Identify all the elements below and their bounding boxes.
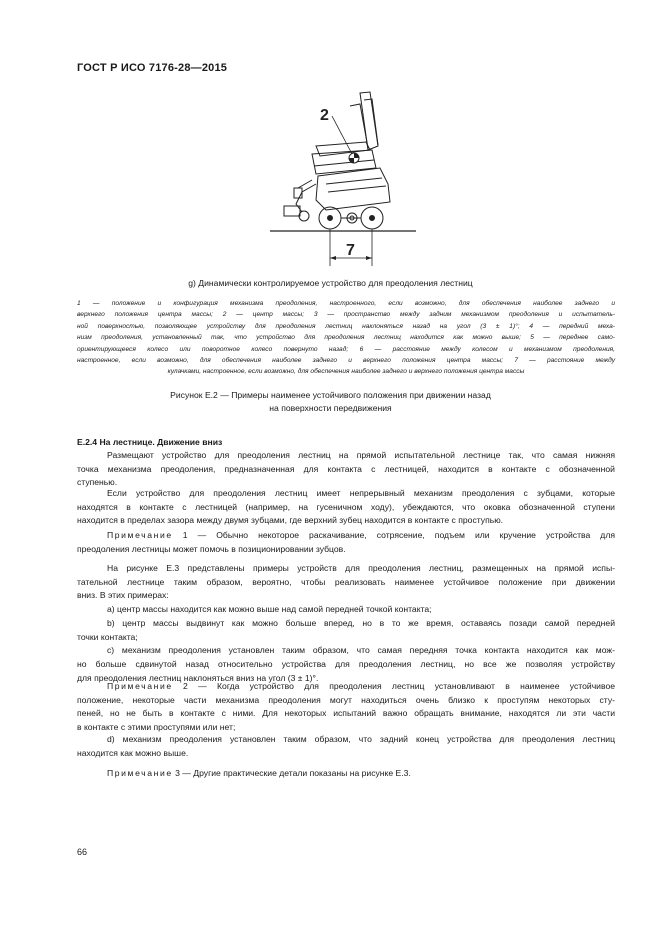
legend-line: кулачками, настроенное, если возможно, для обеспечения наиболее заднего и верхнего положения центра массы	[167, 368, 525, 376]
list-item-a: а) центр массы находится как можно выше над самой передней точкой контакта;	[107, 604, 432, 615]
legend-line: низм преодоления, установленный так, что устройство для преодоления лестниц находится как можно выше; 5 — переднее само-	[77, 334, 615, 342]
list-item-c-cont: но больше сдвинутой назад относительно устройства для преодоления лестниц, но все же позволяя устройству	[77, 658, 615, 669]
legend-line: 1 — положение и конфигурация механизма преодоления, настроенного, если возможно, для обеспечения наиболее заднего и	[77, 300, 615, 307]
note-text: 2 — Когда устройство для преодоления лестниц установливают в наименее устойчивое	[172, 681, 615, 691]
page-number: 66	[77, 847, 88, 857]
paragraph-1	[77, 449, 615, 490]
paragraph-2	[77, 487, 615, 528]
text-line: Размещают устройство для преодоления лестниц на прямой испытательной лестнице так, что самая нижняя	[107, 450, 615, 460]
note-line	[77, 529, 615, 543]
note-label: Примечание	[107, 681, 173, 691]
note-text: 1 — Обычно некоторое раскачивание, сотрясение, подъем или кручение устройства для	[172, 530, 615, 540]
note-line: в контакте с этими проступями или нет;	[77, 722, 236, 733]
note-line: преодоления лестницы может помочь в позиционировании зубцов.	[77, 543, 346, 554]
text-line: находятся в контакте с лестницей (например, на гусеничном ходу), убеждаются, что оковка обозначенной ступени	[77, 501, 615, 512]
figure-legend	[77, 298, 615, 378]
note-line	[77, 680, 615, 694]
note-1	[77, 529, 615, 556]
note-label: Примечание	[107, 768, 173, 778]
legend-line: настроенное, если возможно, для обеспечения наиболее заднего и верхнего положения центра массы; 7 — расстояние между	[77, 357, 615, 365]
list-item-c-cont: для преодоления лестниц наклоняться вниз на угол (3 ± 1)°.	[77, 672, 319, 683]
note-line: положение, некоторые части механизма преодоления могут находиться очень близко к проступям некоторых сту-	[77, 694, 615, 705]
figure-title-line2: на поверхности передвижения	[269, 402, 392, 413]
text-line: находится в пределах зазора между двумя зубцами, где верхний зубец находится в контакте с проступью.	[77, 515, 504, 526]
list-item-b-cont: точки контакта;	[77, 631, 138, 642]
text-line: На рисунке Е.3 представлены примеры устройств для преодоления лестниц, размещенных на прямой испы-	[107, 563, 615, 573]
heading-text: Е.2.4 На лестнице. Движение вниз	[77, 437, 223, 447]
legend-line: ориентирующееся колесо или поворотное колесо повернуто назад; 6 — расстояние между колесом и механизмом преодоления,	[77, 345, 615, 353]
paragraph-3	[77, 562, 615, 685]
note-3	[77, 767, 615, 781]
section-heading	[77, 436, 615, 450]
callout-2: 2	[320, 107, 329, 124]
text-line: Если устройство для преодоления лестниц имеет непрерывный механизм преодоления с зубцами, которые	[107, 488, 615, 498]
text-line: вниз. В этих примерах:	[77, 590, 169, 601]
legend-line: верхнего положения центра массы; 2 — центр массы; 3 — пространство между задним механизмом преодоления и испытатель-	[77, 311, 615, 319]
note-text: 3 — Другие практические детали показаны на рисунке Е.3.	[172, 768, 411, 778]
text-line: ступенью.	[77, 477, 118, 488]
text-line: точка механизма преодоления, предназначенная для контакта с лестницей, находится в контакте с обозначенной	[77, 463, 615, 474]
figure-title-line1: Рисунок Е.2 — Примеры наименее устойчивого положения при движении назад	[170, 390, 491, 400]
legend-line: ной поверхностью, позволяющее устройству для преодоления лестниц наклоняться назад на угол (3 ± 1)°; 4 — передний меха-	[77, 322, 615, 330]
list-item-c: c) механизм преодоления установлен таким образом, что самая передняя точка контакта находится как мож-	[107, 645, 615, 656]
note-label: Примечание	[107, 530, 173, 540]
note-2	[77, 680, 615, 735]
text-line: находится как можно выше.	[77, 747, 189, 758]
figure-title	[0, 389, 661, 414]
list-item-d	[77, 733, 615, 760]
note-line: пеней, но не быть в контакте с ними. Для некоторых испытаний важно обращать внимание, находятся ли эти части	[77, 708, 615, 719]
document-header: ГОСТ Р ИСО 7176-28—2015	[77, 62, 228, 74]
list-item-b: b) центр массы выдвинут как можно больше вперед, но в то же время, оставаясь позади самой передней	[107, 617, 615, 628]
text-line: тательной лестнице таким образом, вероятно, чтобы реализовать наименее устойчивое положение при движении	[77, 576, 615, 587]
text-line: d) механизм преодоления установлен таким образом, что задний конец устройства для преодоления лестниц	[107, 734, 615, 744]
stair-climbing-wheelchair-figure	[268, 88, 418, 266]
figure-caption: g) Динамически контролируемое устройство для преодоления лестниц	[188, 278, 473, 288]
callout-7: 7	[346, 242, 355, 259]
note-line	[77, 767, 615, 781]
